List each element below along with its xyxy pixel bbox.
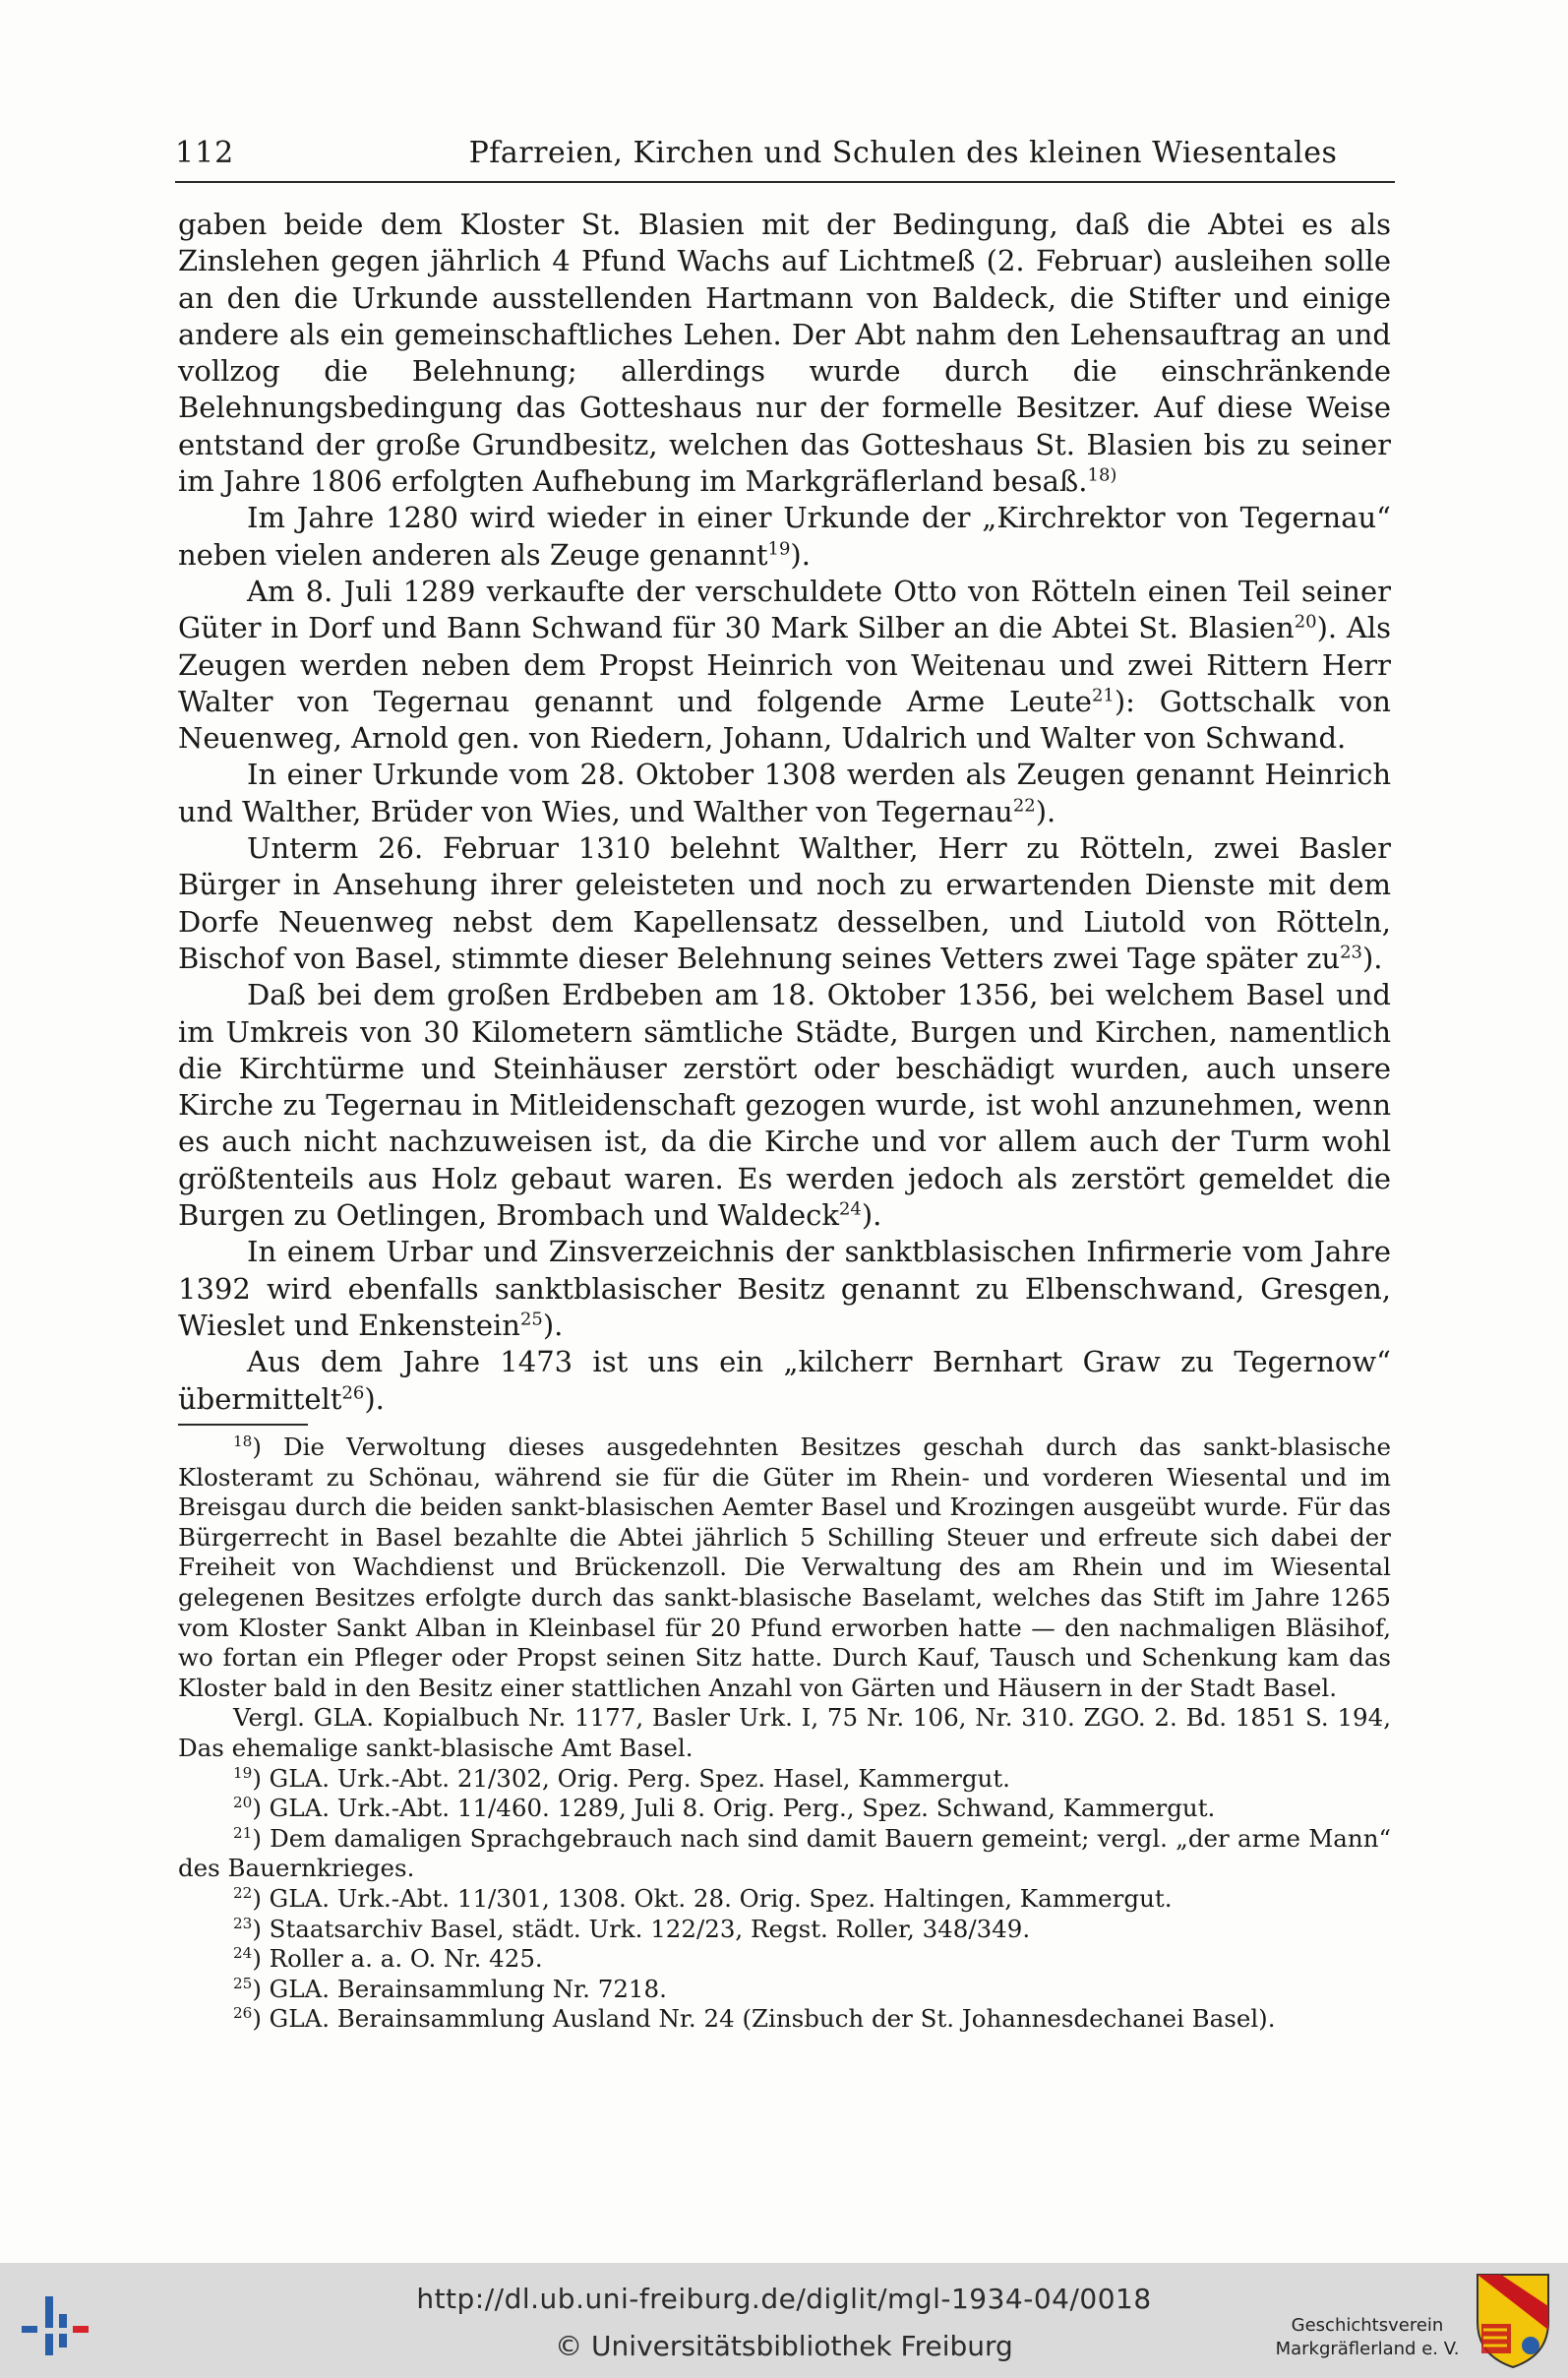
footnote-26 [178, 2004, 1391, 2035]
paragraph-2-text: Im Jahre 1280 wird wieder in einer Urkunde der „Kirchrektor von Tegernau“ neben vielen anderen als Zeuge genannt [178, 501, 1391, 572]
footnote-24-text: ) Roller a. a. O. Nr. 425. [252, 1944, 543, 1974]
page-number: 112 [175, 136, 235, 170]
page-header [175, 130, 1395, 183]
main-text [178, 207, 1391, 1418]
footnote-19-text: ) GLA. Urk.-Abt. 21/302, Orig. Perg. Spez. Hasel, Kammergut. [252, 1763, 1010, 1793]
markgraeflerland-crest-icon [1474, 2271, 1552, 2373]
footnote-mark-24: 24 [233, 1943, 253, 1962]
footnote-mark-25: 25 [233, 1974, 253, 1992]
paragraph-5-end: ). [1361, 941, 1383, 975]
footnote-25-text: ) GLA. Berainsammlung Nr. 7218. [252, 1974, 667, 2003]
org-line-1: Geschichtsverein [1291, 2315, 1444, 2336]
footnote-divider [178, 1424, 308, 1426]
footnote-ref-19: 19 [767, 538, 791, 560]
footnote-22 [178, 1884, 1391, 1915]
paragraph-6-end: ). [861, 1198, 882, 1233]
footnote-ref-18: 18) [1087, 464, 1117, 486]
footnote-20 [178, 1794, 1391, 1824]
paragraph-7 [178, 1234, 1391, 1344]
footnote-mark-23: 23 [233, 1914, 253, 1932]
paragraph-7-end: ). [542, 1308, 564, 1342]
footnote-24 [178, 1944, 1391, 1975]
footnote-21-text: ) Dem damaligen Sprachgebrauch nach sind damit Bauern gemeint; vergl. „der arme Mann“ des Bauernkrieges. [178, 1823, 1391, 1883]
footnote-19 [178, 1764, 1391, 1795]
footnote-ref-21: 21 [1091, 685, 1115, 706]
footnote-mark-20: 20 [233, 1793, 253, 1811]
footnote-23 [178, 1915, 1391, 1945]
running-title: Pfarreien, Kirchen und Schulen des kleinen Wiesentales [468, 136, 1338, 170]
footnote-18-references: Vergl. GLA. Kopialbuch Nr. 1177, Basler Urk. I, 75 Nr. 106, Nr. 310. ZGO. 2. Bd. 1851 S. 194, Das ehemalige sankt-blasische Amt Basel. [178, 1703, 1391, 1762]
footnote-mark-19: 19 [233, 1763, 253, 1782]
paragraph-8-text: Aus dem Jahre 1473 ist uns ein „kilcherr Bernhart Graw zu Tegernow“ übermittelt [178, 1345, 1391, 1416]
footnote-23-text: ) Staatsarchiv Basel, städt. Urk. 122/23, Regst. Roller, 348/349. [252, 1914, 1031, 1943]
paragraph-2 [178, 500, 1391, 574]
footnotes [178, 1433, 1391, 2035]
footnote-ref-25: 25 [519, 1309, 543, 1330]
footnote-25 [178, 1975, 1391, 2005]
footnote-21 [178, 1824, 1391, 1884]
organization-name [1259, 2314, 1476, 2361]
paragraph-3-text-a: Am 8. Juli 1289 verkaufte der verschuldete Otto von Rötteln einen Teil seiner Güter in Dorf und Bann Schwand für 30 Mark Silber an die Abtei St. Blasien [178, 574, 1391, 645]
footnote-26-text: ) GLA. Berainsammlung Ausland Nr. 24 (Zinsbuch der St. Johannesdechanei Basel). [252, 2004, 1276, 2034]
paragraph-6 [178, 977, 1391, 1234]
paragraph-8 [178, 1344, 1391, 1418]
footnote-mark-21: 21 [233, 1823, 253, 1842]
paragraph-1 [178, 207, 1391, 500]
paragraph-1-text: gaben beide dem Kloster St. Blasien mit der Bedingung, daß die Abtei es als Zinslehen gegen jährlich 4 Pfund Wachs auf Lichtmeß (2. Februar) ausleihen solle an den die Urkunde ausstellenden Hartmann von Baldeck, die Stifter und einige andere als ein gemeinschaftliches Lehen. Der Abt nahm den Lehensauftrag an und vollzog die Belehnung; allerdings wurde durch die einschränkende Belehnungsbedingung das Gotteshaus nur der formelle Besitzer. Auf diese Weise entstand der große Grundbesitz, welchen das Gotteshaus St. Blasien bis zu seiner im Jahre 1806 erfolgten Aufhebung im Markgräflerland besaß. [178, 208, 1391, 499]
paragraph-3-text-b: ). Als Zeugen werden neben dem Propst Heinrich von Weitenau und zwei Rittern Herr Walter von Tegernau genannt und folgende Arme Leute [178, 611, 1392, 718]
footnote-ref-22: 22 [1012, 795, 1036, 817]
footnote-ref-20: 20 [1294, 611, 1317, 633]
paragraph-6-text: Daß bei dem großen Erdbeben am 18. Oktober 1356, bei welchem Basel und im Umkreis von 30 Kilometern sämtliche Städte, Burgen und Kirchen, namentlich die Kirchtürme und Steinhäuser zerstört oder beschädigt wurden, auch unsere Kirche zu Tegernau in Mitleidenschaft gezogen wurde, ist wohl anzunehmen, wenn es auch nicht nachzuweisen ist, da die Kirche und vor allem auch der Turm wohl größtenteils aus Holz gebaut waren. Es werden jedoch als zerstört gemeldet die Burgen zu Oetlingen, Brombach und Waldeck [178, 978, 1391, 1233]
permalink-url[interactable]: http://dl.ub.uni-freiburg.de/diglit/mgl-1934-04/0018 [416, 2283, 1152, 2315]
paragraph-5-text: Unterm 26. Februar 1310 belehnt Walther, Herr zu Rötteln, zwei Basler Bürger in Ansehung ihrer geleisteten und noch zu erwartenden Dienste mit dem Dorfe Neuenweg nebst dem Kapellensatz desselben, und Liutold von Rötteln, Bischof von Basel, stimmte dieser Belehnung seines Vetters zwei Tage später zu [178, 831, 1391, 975]
paragraph-8-end: ). [364, 1381, 385, 1416]
paragraph-5 [178, 830, 1391, 977]
footnote-22-text: ) GLA. Urk.-Abt. 11/301, 1308. Okt. 28. Orig. Spez. Haltingen, Kammergut. [252, 1883, 1173, 1913]
footnote-20-text: ) GLA. Urk.-Abt. 11/460. 1289, Juli 8. Orig. Perg., Spez. Schwand, Kammergut. [252, 1794, 1216, 1823]
viewer-footer [0, 2263, 1568, 2378]
paragraph-4-end: ). [1035, 794, 1056, 828]
paragraph-4-text: In einer Urkunde vom 28. Oktober 1308 werden als Zeugen genannt Heinrich und Walther, Brüder von Wies, und Walther von Tegernau [178, 758, 1391, 828]
footnote-ref-26: 26 [341, 1381, 365, 1403]
footnote-ref-24: 24 [838, 1198, 862, 1220]
footnote-18-text: ) Die Verwoltung dieses ausgedehnten Besitzes geschah durch das sankt-blasische Klosteramt zu Schönau, während sie für die Güter im Rhein- und vorderen Wiesental und im Breisgau durch die beiden sankt-blasischen Aemter Basel und Krozingen ausgeübt wurde. Für das Bürgerrecht in Basel bezahlte die Abtei jährlich 5 Schilling Steuer und erfreute sich dabei der Freiheit von Wachdienst und Brückenzoll. Die Verwaltung des am Rhein und im Wiesental gelegenen Besitzes erfolgte durch das sankt-blasische Baselamt, welches das Stift im Jahre 1265 vom Kloster Sankt Alban in Kleinbasel für 20 Pfund erworben hatte — den nachmaligen Bläsihof, wo fortan ein Pfleger oder Propst seinen Sitz hatte. Durch Kauf, Tausch und Schenkung kam das Kloster bald in den Besitz einer stattlichen Anzahl von Gärten und Häusern in der Stadt Basel. [178, 1433, 1391, 1702]
paragraph-3 [178, 574, 1391, 757]
footnote-mark-22: 22 [233, 1883, 253, 1902]
copyright-notice: © Universitätsbibliothek Freiburg [555, 2330, 1013, 2362]
paragraph-2-end: ). [790, 537, 811, 572]
footnote-mark-26: 26 [233, 2004, 253, 2023]
footnote-ref-23: 23 [1340, 942, 1362, 963]
paragraph-4 [178, 757, 1391, 830]
paragraph-7-text: In einem Urbar und Zinsverzeichnis der sanktblasischen Infirmerie vom Jahre 1392 wird ebenfalls sanktblasischer Besitz genannt zu Elbenschwand, Gresgen, Wieslet und Enkenstein [178, 1235, 1391, 1342]
org-line-2: Markgräflerland e. V. [1275, 2339, 1460, 2359]
footnote-18 [178, 1433, 1391, 1703]
footnote-mark-18: 18 [233, 1432, 253, 1450]
paragraph-3-text-c: ): Gottschalk von Neuenweg, Arnold gen. von Riedern, Johann, Udalrich und Walter von Schwand. [178, 684, 1391, 756]
